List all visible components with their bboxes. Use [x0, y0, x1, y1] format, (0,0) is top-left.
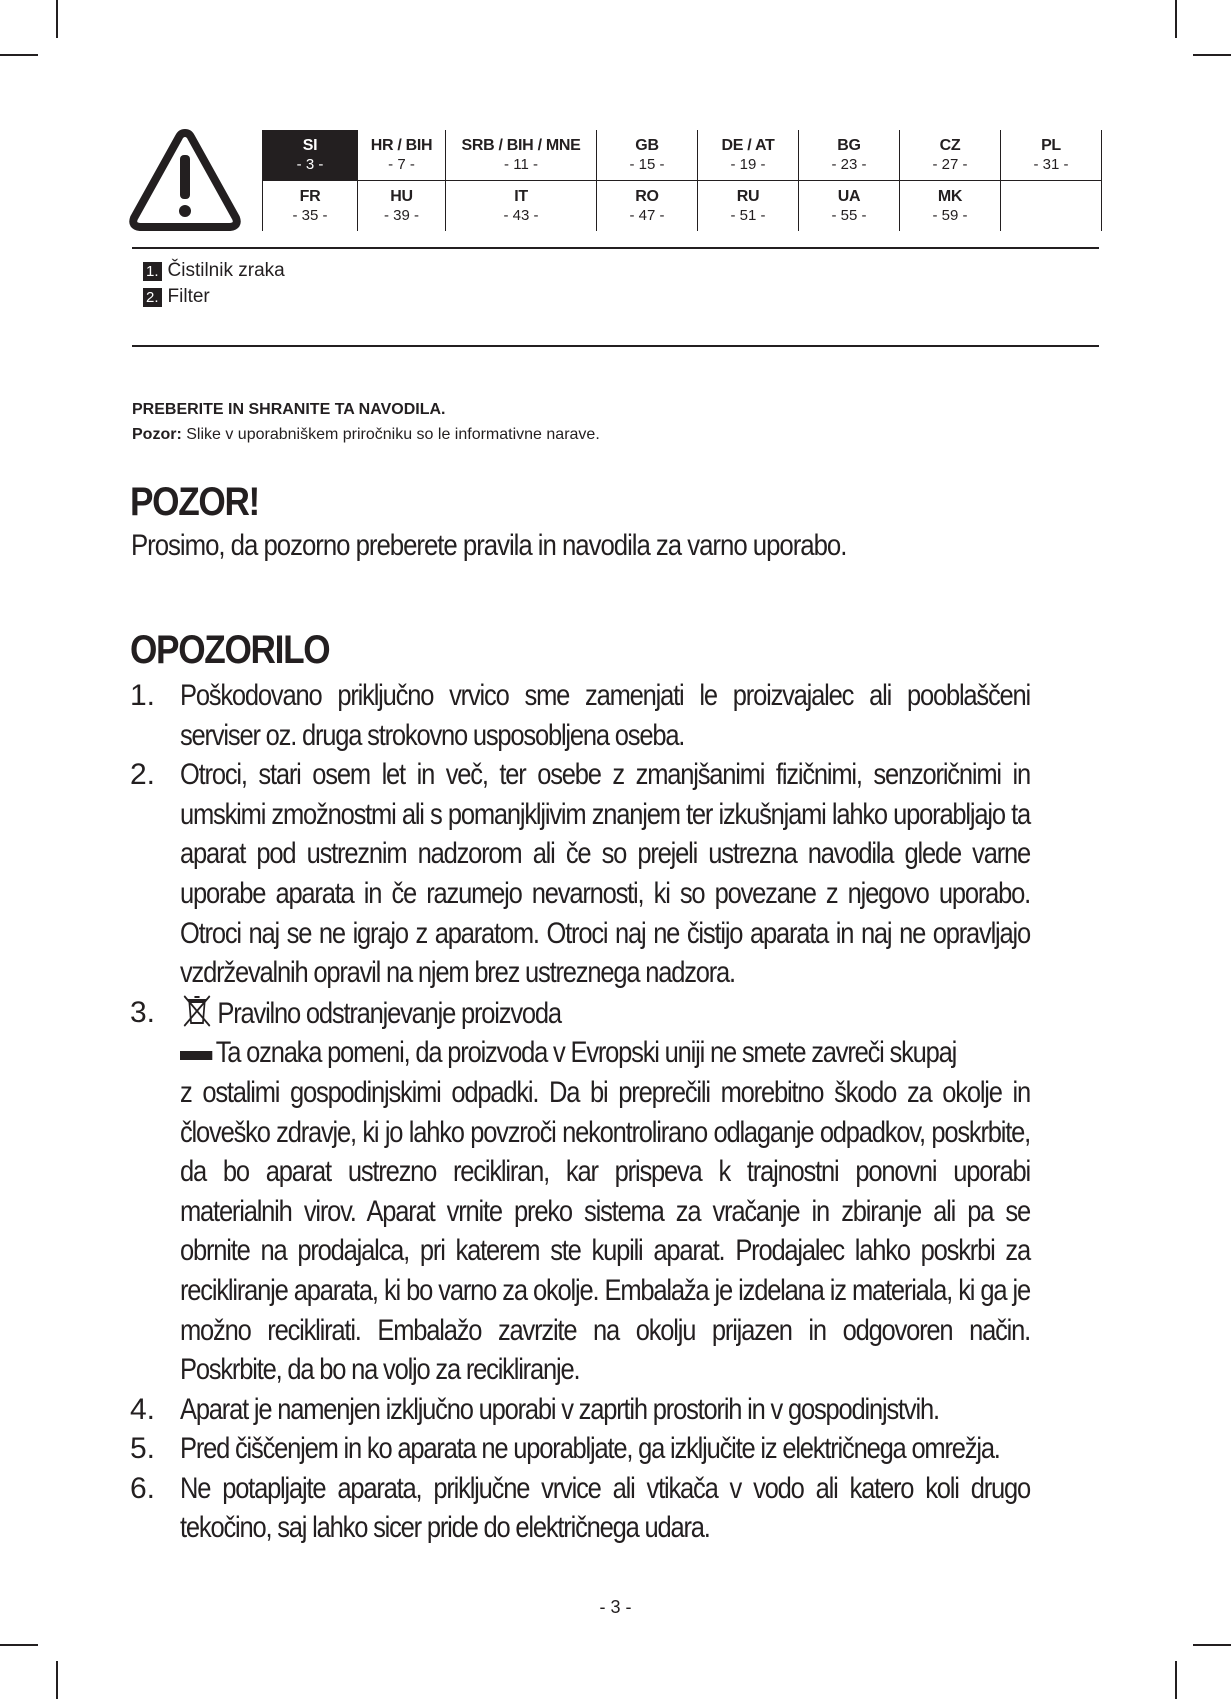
crop-mark: [1193, 1644, 1231, 1646]
crop-mark: [0, 54, 38, 56]
item-number: 5.: [130, 1432, 156, 1466]
language-row: [263, 130, 1102, 181]
item-text: Pred čiščenjem in ko aparata ne uporabljate, ga izključite iz električnega omrežja.: [180, 1432, 1000, 1466]
pozor-note: [132, 426, 600, 444]
language-cell-ua[interactable]: UA - 55 -: [799, 181, 900, 232]
language-cell-de[interactable]: DE / AT - 19 -: [698, 130, 799, 181]
item-text: Poškodovano priključno vrvico sme zamenjati le proizvajalec ali pooblaščeni serviser oz. druga strokovno usposobljena oseba.: [180, 679, 1030, 752]
crop-mark: [56, 1661, 58, 1699]
crop-mark: [1175, 1661, 1177, 1699]
language-cell-bg[interactable]: BG - 23 -: [799, 130, 900, 181]
part-number: 1.: [143, 262, 162, 281]
language-cell-empty: [1001, 181, 1102, 232]
list-item: [130, 676, 1100, 755]
item-number: 1.: [130, 679, 156, 712]
warning-triangle-icon: [129, 128, 241, 232]
part-number: 2.: [143, 288, 162, 307]
language-cell-pl[interactable]: PL - 31 -: [1001, 130, 1102, 181]
item-number: 6.: [130, 1471, 156, 1505]
language-row: [263, 181, 1102, 232]
item-title: Pravilno odstranjevanje proizvoda: [217, 996, 561, 1030]
warning-heading: OPOZORILO: [130, 628, 330, 672]
item-number: 3.: [130, 995, 156, 1029]
item-number: 2.: [130, 758, 156, 792]
pozor-note-label: Pozor:: [132, 426, 182, 443]
item-text: Ne potapljajte aparata, priključne vrvice ali vtikača v vodo ali katero koli drugo tekočino, saj lahko sicer pride do električnega udara.: [180, 1471, 1030, 1545]
language-cell-ro[interactable]: RO - 47 -: [597, 181, 698, 232]
pozor-heading: POZOR!: [130, 480, 259, 524]
item-text: z ostalimi gospodinjskimi odpadki. Da bi preprečili morebitno škodo za okolje in človeško zdravje, ki jo lahko povzroči nekontrolirano odlaganje odpadkov, poskrbite, da bo aparat ustrezno recikliran, kar prispeva k trajnostni ponovni uporabi materialnih virov. Aparat vrnite preko sistema za vračanje in zbiranje ali pa se obrnite na prodajalca, pri katerem ste kupili aparat. Prodajalec lahko poskrbi za recikliranje aparata, ki bo varno za okolje. Embalaža je izdelana iz materiala, ki ga je možno reciklirati. Embalažo zavrzite na okolju prijazen in odgovoren način. Poskrbite, da bo na voljo za recikliranje.: [180, 1075, 1030, 1387]
language-cell-srb[interactable]: SRB / BIH / MNE - 11 -: [446, 130, 597, 181]
list-item: [130, 1469, 1100, 1548]
language-cell-si[interactable]: SI - 3 -: [263, 130, 358, 181]
language-cell-hu[interactable]: HU - 39 -: [358, 181, 446, 232]
language-cell-mk[interactable]: MK - 59 -: [900, 181, 1001, 232]
language-cell-cz[interactable]: CZ - 27 -: [900, 130, 1001, 181]
list-item: [143, 284, 285, 310]
item-number: 4.: [130, 1392, 156, 1426]
divider: [132, 247, 1099, 249]
language-cell-fr[interactable]: FR - 35 -: [263, 181, 358, 232]
weee-bar-icon: [180, 1051, 212, 1060]
page-number: - 3 -: [599, 1597, 632, 1617]
item-text-first: Ta oznaka pomeni, da proizvoda v Evropski uniji ne smete zavreči skupaj: [215, 1036, 957, 1070]
parts-list: [143, 258, 285, 310]
crop-mark: [0, 1644, 38, 1646]
list-item: [130, 1429, 1100, 1469]
crop-mark: [1175, 0, 1177, 38]
read-instructions-title: PREBERITE IN SHRANITE TA NAVODILA.: [132, 401, 446, 418]
item-text-block: [180, 993, 1030, 1390]
list-item: [130, 993, 1100, 1390]
language-index-table: [262, 130, 1102, 231]
item-text: Otroci, stari osem let in več, ter osebe z zmanjšanimi fizičnimi, senzoričnimi in umskimi zmožnostmi ali s pomanjkljivim znanjem ter izkušnjami lahko uporabljajo ta aparat pod ustreznim nadzorom ali če so prejeli ustrezna navodila glede varne uporabe aparata in če razumejo nevarnosti, ki so povezane z njegovo uporabo. Otroci naj se ne igrajo z aparatom. Otroci naj ne čistijo aparata in naj ne opravljajo vzdrževalnih opravil na njem brez ustreznega nadzora.: [180, 758, 1030, 990]
crop-mark: [56, 0, 58, 38]
part-label: Čistilnik zraka: [167, 260, 285, 281]
list-item: [130, 1390, 1100, 1430]
list-item: [143, 258, 285, 284]
pozor-text: Prosimo, da pozorno preberete pravila in navodila za varno uporabo.: [131, 529, 847, 562]
language-cell-ru[interactable]: RU - 51 -: [698, 181, 799, 232]
divider: [132, 345, 1099, 347]
language-cell-hr[interactable]: HR / BIH - 7 -: [358, 130, 446, 181]
pozor-note-text: Slike v uporabniškem priročniku so le informativne narave.: [186, 426, 600, 443]
crop-mark: [1193, 54, 1231, 56]
language-cell-gb[interactable]: GB - 15 -: [597, 130, 698, 181]
list-item: [130, 755, 1100, 993]
item-text: Aparat je namenjen izključno uporabi v zaprtih prostorih in v gospodinjstvih.: [180, 1392, 939, 1426]
language-cell-it[interactable]: IT - 43 -: [446, 181, 597, 232]
warning-list: [130, 676, 1100, 1548]
part-label: Filter: [167, 286, 210, 307]
crossed-bin-icon: [180, 993, 214, 1027]
